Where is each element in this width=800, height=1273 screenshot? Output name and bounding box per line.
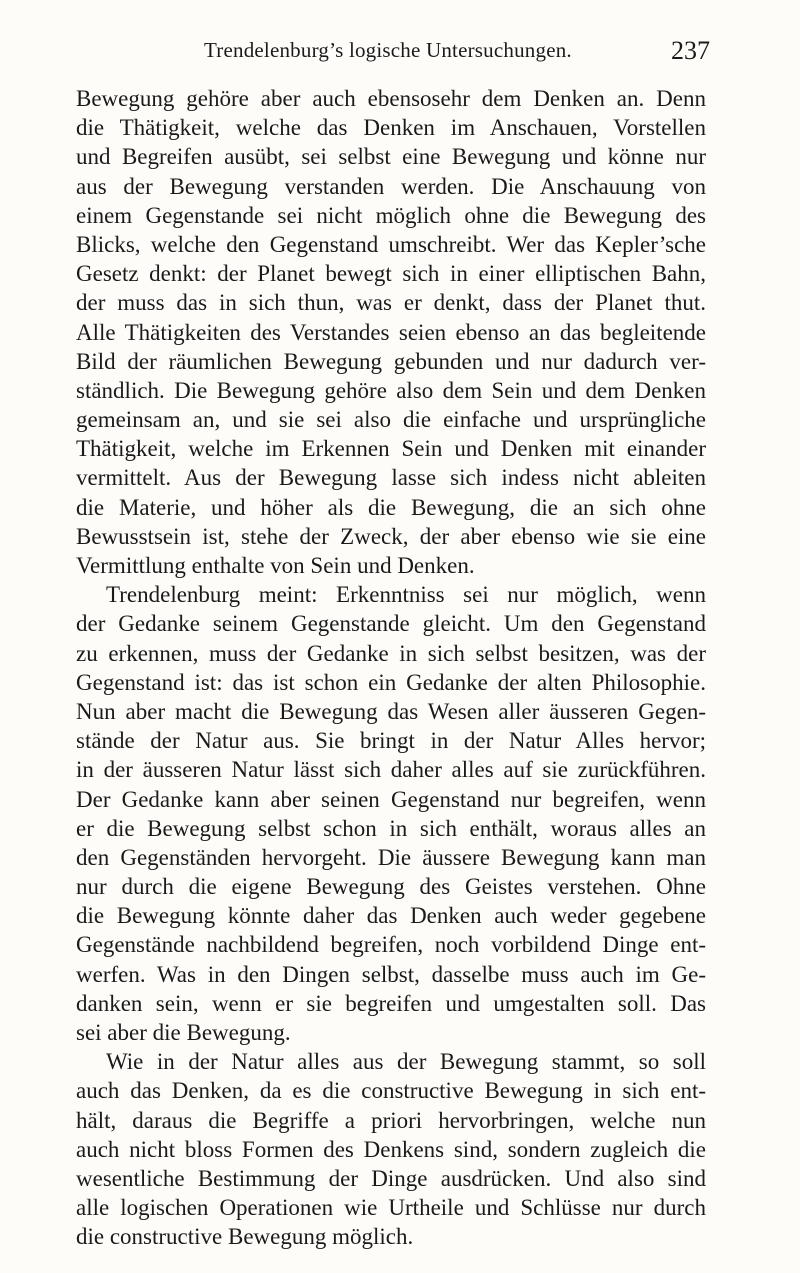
text-line: auch das Denken, da es die constructive Bewegung in sich ent- (76, 1078, 706, 1104)
text-line: und Begreifen ausübt, sei selbst eine Bewegung und könne nur (76, 144, 706, 170)
text-line: einem Gegenstande sei nicht möglich ohne die Bewegung des (76, 202, 706, 228)
body-text (76, 84, 706, 1252)
text-line: Thätigkeit, welche im Erkennen Sein und Denken mit einander (76, 436, 706, 462)
text-line: er die Bewegung selbst schon in sich enthält, woraus alles an (76, 815, 706, 841)
text-line: Wie in der Natur alles aus der Bewegung stammt, so soll (106, 1049, 706, 1075)
text-line: Bewegung gehöre aber auch ebensosehr dem Denken an. Denn (76, 86, 706, 111)
text-line: Trendelenburg meint: Erkenntniss sei nur möglich, wenn (106, 582, 706, 608)
text-line: alle logischen Operationen wie Urtheile und Schlüsse nur durch (76, 1195, 706, 1221)
text-line: Vermittlung enthalte von Sein und Denken. (76, 553, 475, 578)
text-line: ständlich. Die Bewegung gehöre also dem Sein und dem Denken (76, 377, 706, 403)
text-line: die Bewegung könnte daher das Denken auch weder gegebene (76, 903, 706, 929)
text-line: Blicks, welche den Gegenstand umschreibt. Wer das Kepler’sche (76, 231, 706, 257)
text-line: zu erkennen, muss der Gedanke in sich selbst besitzen, was der (76, 640, 706, 666)
text-line: Gegenstände nachbildend begreifen, noch vorbildend Dinge ent- (76, 932, 706, 958)
text-line: in der äusseren Natur lässt sich daher alles auf sie zurückführen. (76, 757, 706, 783)
text-line: Der Gedanke kann aber seinen Gegenstand nur begreifen, wenn (76, 786, 706, 812)
text-line: danken sein, wenn er sie begreifen und umgestalten soll. Das (76, 990, 706, 1016)
text-line: werfen. Was in den Dingen selbst, dasselbe muss auch im Ge- (76, 961, 706, 987)
text-line: Gesetz denkt: der Planet bewegt sich in einer elliptischen Bahn, (76, 261, 706, 287)
text-line: nur durch die eigene Bewegung des Geistes verstehen. Ohne (76, 874, 706, 900)
text-line: gemeinsam an, und sie sei also die einfache und ursprüngliche (76, 407, 706, 433)
text-line: Alle Thätigkeiten des Verstandes seien ebenso an das begleitende (76, 319, 706, 345)
text-line: stände der Natur aus. Sie bringt in der Natur Alles hervor; (76, 728, 706, 754)
text-line: vermittelt. Aus der Bewegung lasse sich indess nicht ableiten (76, 465, 706, 491)
text-line: wesentliche Bestimmung der Dinge ausdrücken. Und also sind (76, 1165, 706, 1191)
text-line: den Gegenständen hervorgeht. Die äussere Bewegung kann man (76, 844, 706, 870)
text-line: Gegenstand ist: das ist schon ein Gedanke der alten Philosophie. (76, 669, 706, 695)
text-line: die constructive Bewegung möglich. (76, 1224, 414, 1250)
page-number: 237 (671, 36, 710, 65)
text-line: Nun aber macht die Bewegung das Wesen aller äusseren Gegen- (76, 698, 706, 724)
text-line: die Thätigkeit, welche das Denken im Anschauen, Vorstellen (76, 115, 706, 141)
text-line: der muss das in sich thun, was er denkt, dass der Planet thut. (76, 290, 706, 316)
text-line: hält, daraus die Begriffe a priori hervorbringen, welche nun (76, 1107, 706, 1133)
text-line: Bewusstsein ist, stehe der Zweck, der aber ebenso wie sie eine (76, 523, 706, 549)
text-line: die Materie, und höher als die Bewegung, die an sich ohne (76, 494, 706, 520)
text-line: Bild der räumlichen Bewegung gebunden und nur dadurch ver- (76, 348, 706, 374)
text-line: der Gedanke seinem Gegenstande gleicht. Um den Gegenstand (76, 611, 706, 637)
text-line: auch nicht bloss Formen des Denkens sind, sondern zugleich die (76, 1136, 706, 1162)
text-line: sei aber die Bewegung. (76, 1020, 291, 1045)
text-line: aus der Bewegung verstanden werden. Die Anschauung von (76, 173, 706, 199)
running-title: Trendelenburg’s logische Untersuchungen. (204, 38, 572, 62)
running-head (100, 38, 710, 72)
